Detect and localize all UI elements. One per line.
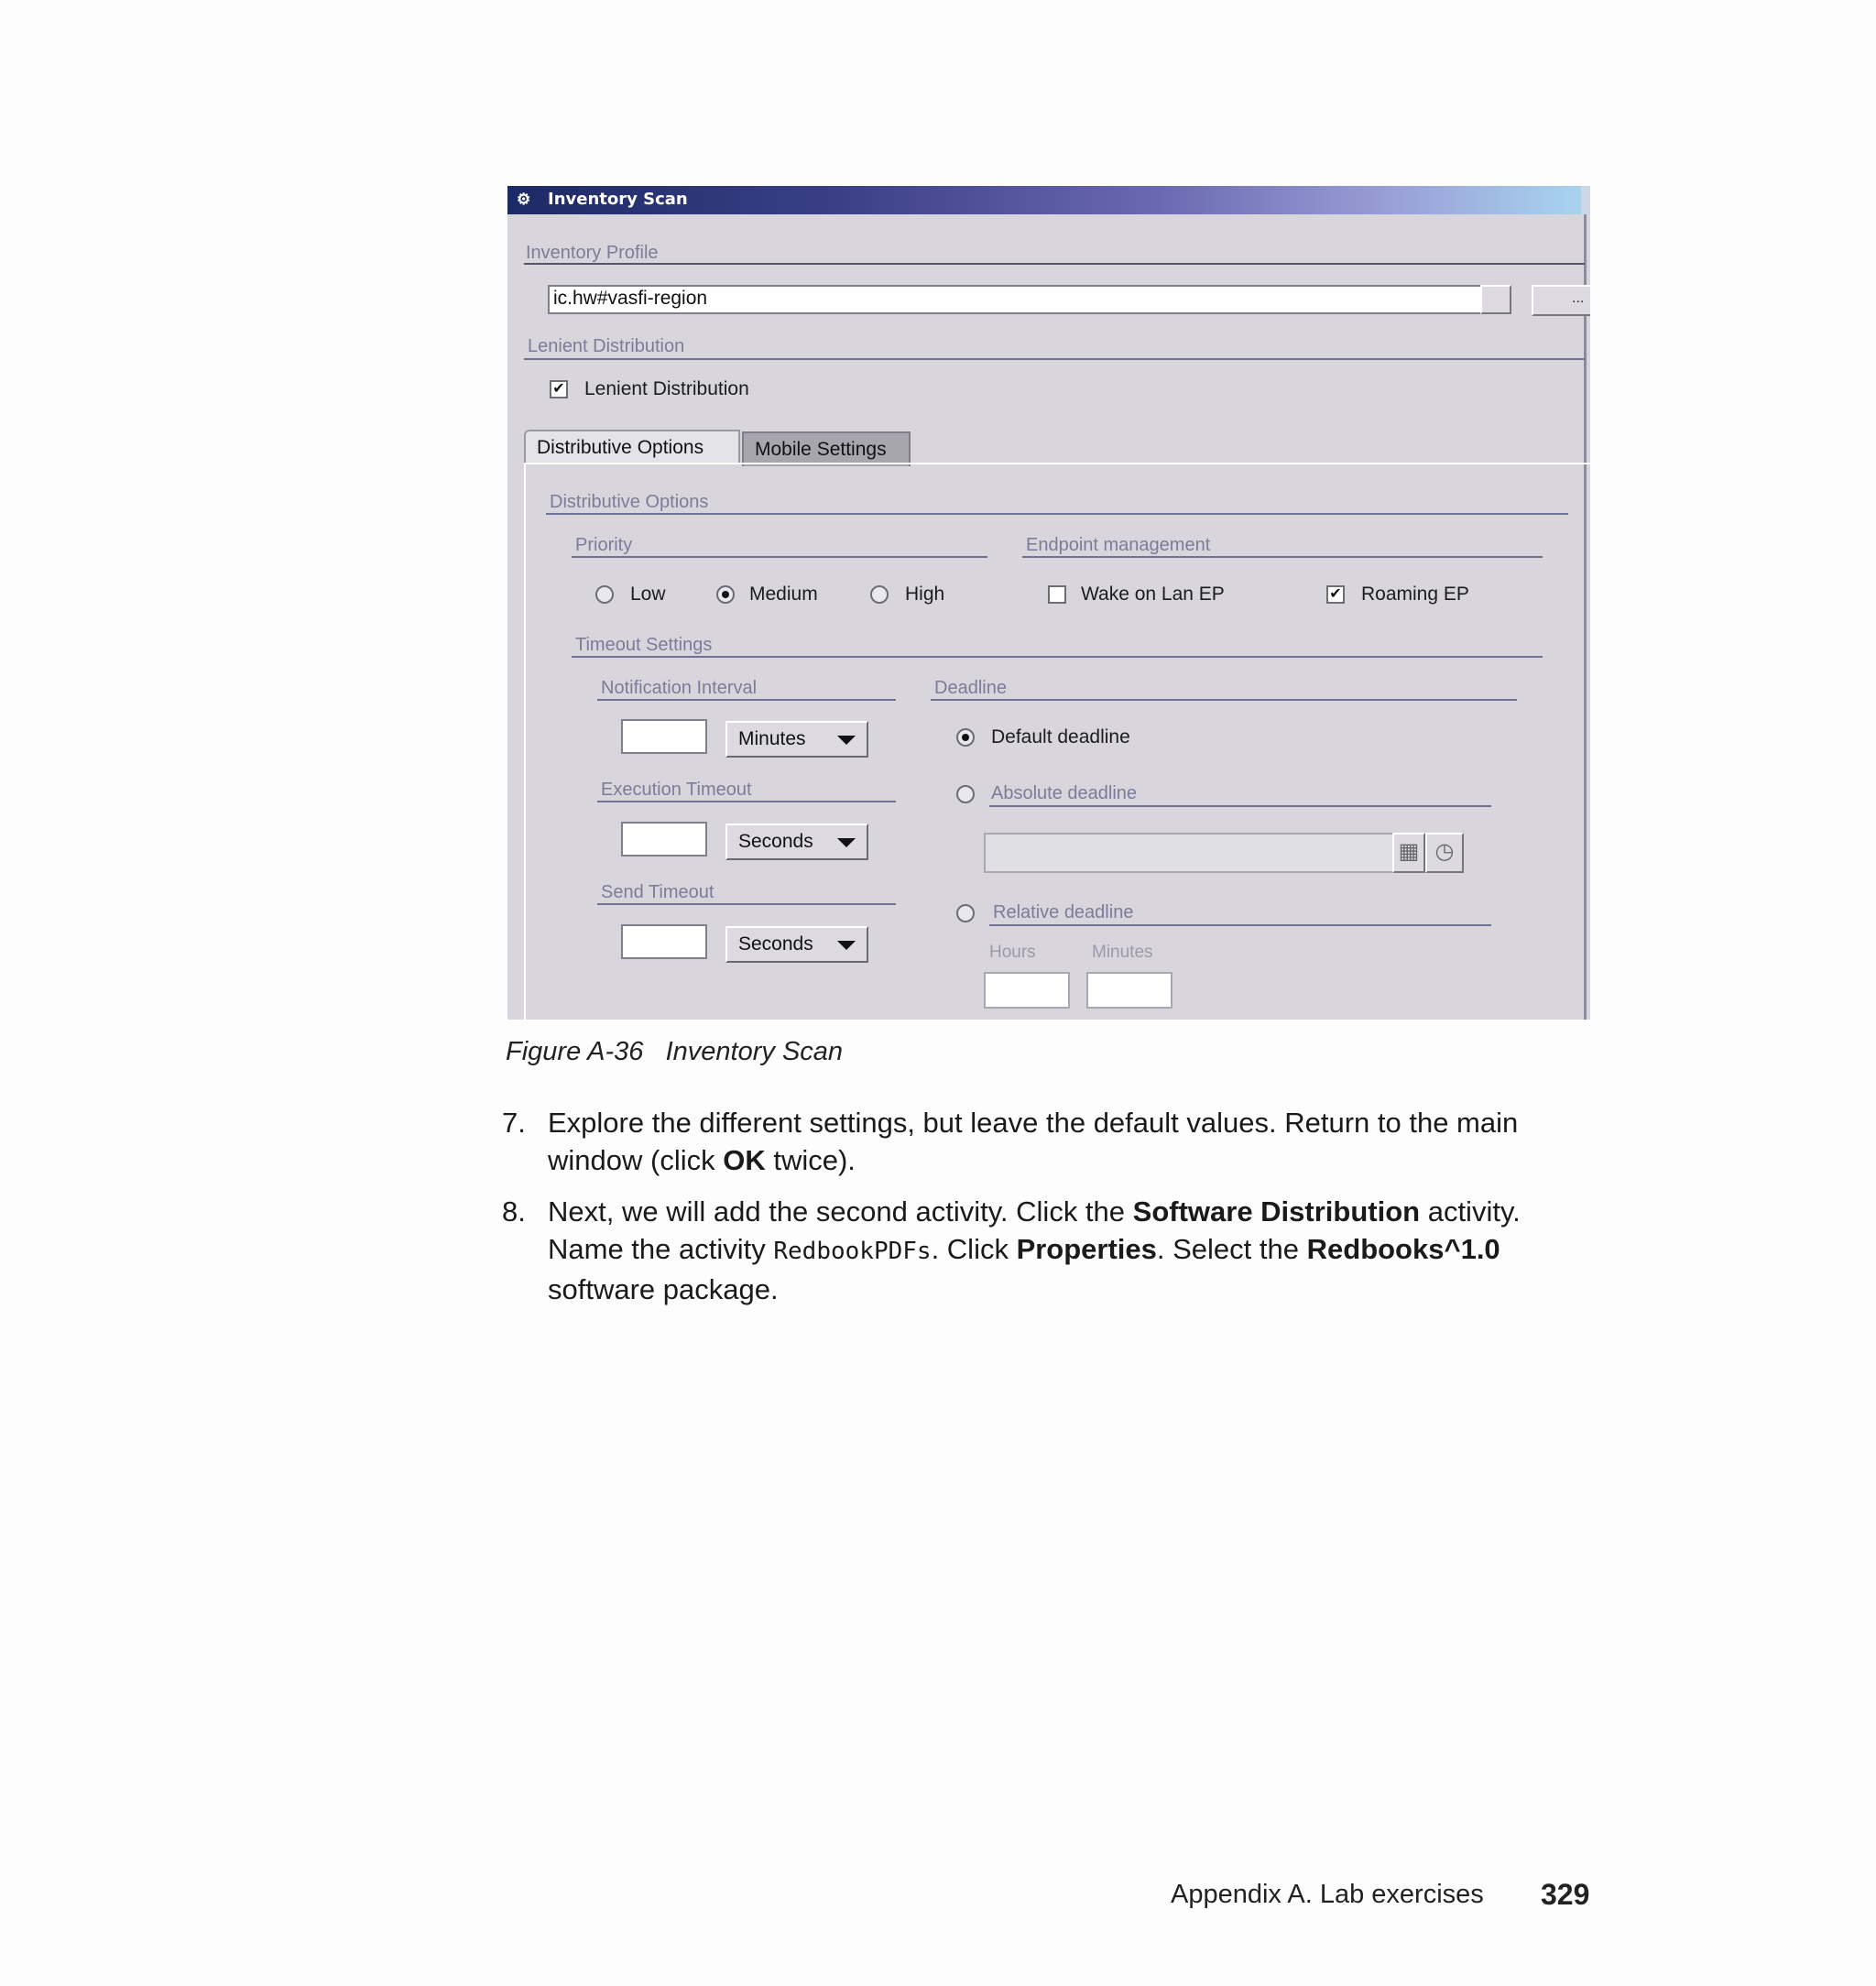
priority-low-label: Low	[630, 584, 666, 605]
clock-icon[interactable]: ◷	[1425, 833, 1464, 873]
timeout-settings-label: Timeout Settings	[575, 635, 713, 655]
divider	[524, 263, 1585, 265]
inventory-profile-field[interactable]	[548, 285, 1511, 314]
divider	[597, 903, 896, 905]
figure-title: Inventory Scan	[665, 1037, 844, 1066]
divider	[524, 358, 1585, 360]
wake-on-lan-label: Wake on Lan EP	[1081, 584, 1225, 605]
text-run: twice).	[765, 1144, 856, 1176]
step-7-text	[548, 1104, 1601, 1179]
inventory-profile-value: ic.hw#vasfi-region	[553, 288, 708, 309]
divider	[1022, 556, 1543, 558]
title-bar	[507, 186, 1590, 214]
minutes-label: Minutes	[1092, 943, 1153, 962]
absolute-deadline-field	[984, 833, 1425, 873]
app-icon: ⚙	[517, 191, 531, 208]
calendar-icon[interactable]: ▦	[1392, 833, 1425, 873]
field-spin-button[interactable]	[1480, 285, 1511, 314]
roaming-ep-checkbox[interactable]: ✔	[1326, 585, 1345, 604]
activity-name-code: RedbookPDFs	[773, 1238, 932, 1265]
window-title: Inventory Scan	[548, 190, 688, 209]
roaming-ep-label: Roaming EP	[1361, 584, 1469, 605]
notification-unit-value: Minutes	[738, 728, 806, 749]
notification-interval-label: Notification Interval	[601, 678, 758, 698]
page-number: 329	[1541, 1878, 1590, 1911]
footer-section-title: Appendix A. Lab exercises	[1171, 1880, 1484, 1909]
absolute-deadline-radio[interactable]	[956, 785, 975, 803]
priority-high-radio[interactable]	[870, 585, 889, 604]
absolute-deadline-label: Absolute deadline	[991, 783, 1138, 803]
divider	[989, 924, 1491, 926]
distributive-options-label: Distributive Options	[550, 492, 709, 512]
default-deadline-label: Default deadline	[991, 726, 1130, 747]
hours-label: Hours	[989, 943, 1036, 962]
priority-low-radio[interactable]	[595, 585, 614, 604]
step-number: 7.	[502, 1107, 526, 1139]
deadline-label: Deadline	[934, 678, 1007, 698]
send-timeout-label: Send Timeout	[601, 882, 714, 902]
notification-interval-input[interactable]	[621, 719, 707, 754]
send-unit-select[interactable]	[725, 926, 868, 963]
priority-medium-radio[interactable]	[716, 585, 735, 604]
hours-input[interactable]	[984, 972, 1070, 1009]
text-run: Explore the different settings, but leave the default values. Return to the main window (click	[548, 1107, 1519, 1176]
properties-emphasis: Properties	[1016, 1233, 1157, 1265]
send-timeout-input[interactable]	[621, 924, 707, 959]
text-run: activity. Name the activity	[548, 1195, 1521, 1265]
inventory-profile-label: Inventory Profile	[526, 243, 659, 263]
send-unit-value: Seconds	[738, 933, 813, 955]
inventory-scan-window	[507, 186, 1590, 1020]
execution-timeout-label: Execution Timeout	[601, 780, 752, 800]
browse-button-label: ...	[1572, 290, 1585, 306]
tab-mobile-settings[interactable]: Mobile Settings	[742, 431, 911, 466]
package-emphasis: Redbooks^1.0	[1306, 1233, 1500, 1265]
wake-on-lan-checkbox[interactable]	[1048, 585, 1066, 604]
close-icon[interactable]	[1581, 186, 1590, 214]
chevron-down-icon	[837, 838, 856, 847]
figure-caption	[506, 1037, 843, 1067]
minutes-input[interactable]	[1086, 972, 1172, 1009]
priority-high-label: High	[905, 584, 945, 605]
software-distribution-emphasis: Software Distribution	[1132, 1195, 1421, 1228]
lenient-distribution-label: Lenient Distribution	[528, 336, 685, 356]
divider	[597, 699, 896, 701]
relative-deadline-radio[interactable]	[956, 904, 975, 922]
ok-emphasis: OK	[723, 1144, 766, 1176]
text-run: Next, we will add the second activity. Click the	[548, 1195, 1133, 1228]
chevron-down-icon	[837, 941, 856, 950]
notification-unit-select[interactable]	[725, 721, 868, 758]
text-run: software package.	[548, 1273, 779, 1305]
relative-deadline-label: Relative deadline	[993, 902, 1134, 922]
divider	[989, 805, 1491, 807]
priority-label: Priority	[575, 535, 633, 555]
priority-medium-label: Medium	[749, 584, 818, 605]
chevron-down-icon	[837, 736, 856, 745]
default-deadline-radio[interactable]	[956, 728, 975, 747]
execution-unit-value: Seconds	[738, 831, 813, 852]
divider	[931, 699, 1517, 701]
divider	[597, 801, 896, 802]
text-run: . Click	[931, 1233, 1017, 1265]
lenient-distribution-checkbox[interactable]: ✔	[550, 380, 568, 398]
execution-unit-select[interactable]	[725, 824, 868, 860]
divider	[572, 556, 987, 558]
browse-button[interactable]	[1532, 285, 1590, 316]
step-8-text	[548, 1193, 1601, 1308]
divider	[546, 513, 1568, 515]
tab-distributive-options[interactable]: Distributive Options	[524, 430, 740, 464]
divider	[572, 656, 1543, 658]
text-run: . Select the	[1156, 1233, 1307, 1265]
endpoint-management-label: Endpoint management	[1026, 535, 1211, 555]
step-number: 8.	[502, 1195, 526, 1228]
figure-number: Figure A-36	[506, 1037, 644, 1066]
lenient-distribution-checkbox-label: Lenient Distribution	[584, 378, 749, 399]
execution-timeout-input[interactable]	[621, 822, 707, 857]
